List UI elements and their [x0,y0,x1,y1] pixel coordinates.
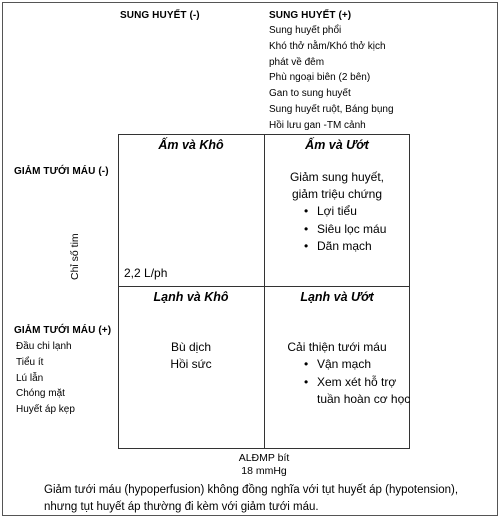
congestion-sign: Sung huyết ruột, Báng bụng [269,103,394,115]
warm-wet-line1: Giảm sung huyết, [289,170,385,184]
treatment-item: • Vận mạch [317,356,417,374]
congestion-sign: Khó thở nằm/Khó thở kịch [269,40,386,52]
quadrant-warm-dry-title: Ấm và Khô [158,138,224,152]
hypoperfusion-sign: Lú lẫn [16,372,44,384]
cold-dry-line2: Hồi sức [170,357,212,371]
treatment-item: • Lợi tiểu [317,203,386,221]
cold-wet-treatments [301,356,417,409]
hypoperfusion-signs-list [16,339,116,418]
hypoperfusion-sign: Huyết áp kẹp [16,404,75,416]
x-axis-label: ALĐMP bít [238,452,290,464]
quadrant-cold-dry-title: Lạnh và Khô [153,290,229,304]
congestion-signs-list [269,23,469,134]
x-axis-label-block [214,452,314,478]
hypoperfusion-sign: Chóng mặt [16,388,65,400]
warm-wet-line2: giảm triệu chứng [291,187,383,201]
warm-wet-treatments [301,203,386,256]
congestion-positive-label: SUNG HUYẾT (+) [269,10,352,21]
quadrant-warm-wet-title: Ấm và Ướt [305,138,369,152]
congestion-sign: Sung huyết phổi [269,25,342,36]
treatment-item: • Siêu lọc máu [317,221,386,239]
congestion-sign: Phù ngoại biên (2 bên) [269,72,371,84]
hypoperfusion-positive-label: GIẢM TƯỚI MÁU (+) [14,325,112,336]
quadrant-grid [118,134,410,449]
footnote: Giảm tưới máu (hypoperfusion) không đồng nghĩa với tụt huyết áp (hypotension), nhưng tụt huyết áp thường đi kèm với giảm tưới máu. [44,484,459,513]
hypoperfusion-negative-label: GIẢM TƯỚI MÁU (-) [14,166,109,177]
congestion-sign: phát về đêm [269,56,325,68]
x-threshold-label: 18 mmHg [241,465,287,477]
hypoperfusion-sign: Tiểu ít [16,356,44,368]
congestion-sign: Hồi lưu gan -TM cảnh [269,119,366,131]
congestion-sign: Gan to sung huyết [269,88,351,100]
cold-wet-line1: Cải thiện tưới máu [287,340,387,354]
cold-dry-line1: Bù dịch [170,340,212,354]
congestion-negative-label: SUNG HUYẾT (-) [120,10,200,21]
y-axis-label: Chỉ số tim [69,233,81,280]
hypoperfusion-sign: Đầu chi lạnh [16,341,72,352]
quadrant-cold-wet-title: Lạnh và Ướt [300,290,374,304]
grid-horizontal-divider [118,286,410,287]
treatment-item: • Xem xét hỗ trợ tuần hoàn cơ học [317,374,417,409]
treatment-item: • Dãn mạch [317,238,386,256]
y-threshold-label: 2,2 L/ph [124,266,168,280]
